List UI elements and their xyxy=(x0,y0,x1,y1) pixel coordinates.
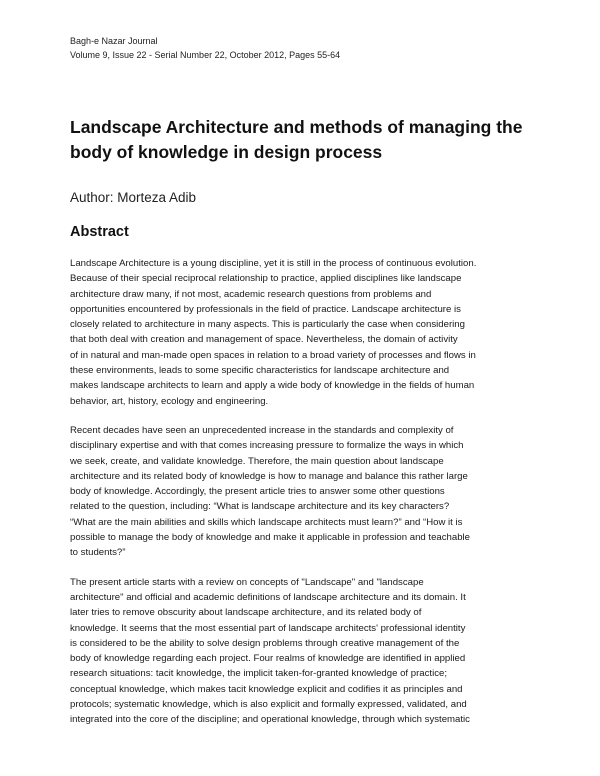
article-title-line: body of knowledge in design process xyxy=(70,142,383,162)
abstract-body xyxy=(70,256,530,742)
abstract-line: to students?” xyxy=(70,547,126,559)
abstract-line: architecture and its related body of knowledge is how to manage and balance this rather large xyxy=(70,470,468,482)
abstract-line: body of knowledge regarding each project. Four realms of knowledge are identified in applied xyxy=(70,653,466,665)
article-author: Author: Morteza Adib xyxy=(70,190,197,205)
abstract-paragraph xyxy=(70,423,530,561)
abstract-line: The present article starts with a review on concepts of "Landscape" and "landscape xyxy=(70,576,424,588)
abstract-line: body of knowledge. Accordingly, the present article tries to answer some other questions xyxy=(70,486,445,498)
journal-header xyxy=(70,34,540,62)
abstract-line: of in natural and man-made open spaces in relation to a broad variety of processes and flows in xyxy=(70,349,476,361)
article-title-line: Landscape Architecture and methods of managing the xyxy=(70,117,523,137)
journal-name: Bagh-e Nazar Journal xyxy=(70,36,158,46)
abstract-paragraph xyxy=(70,256,530,409)
article-title xyxy=(70,115,540,165)
abstract-line: we seek, create, and validate knowledge. Therefore, the main question about landscape xyxy=(70,455,444,467)
abstract-line: these environments, leads to some specific characteristics for landscape architecture and xyxy=(70,365,450,377)
abstract-line: later tries to remove obscurity about landscape architecture, and its related body of xyxy=(70,607,422,619)
abstract-paragraph xyxy=(70,575,530,728)
abstract-heading: Abstract xyxy=(70,224,129,240)
abstract-line: opportunities encountered by professionals in the field of practice. Landscape architecture is xyxy=(70,303,461,315)
abstract-line: architecture draw many, if not most, academic research questions from problems and xyxy=(70,288,432,300)
abstract-line: disciplinary expertise and with that comes increasing pressure to formalize the ways in which xyxy=(70,440,464,452)
abstract-line: that both deal with creation and management of space. Nevertheless, the domain of activity xyxy=(70,334,458,346)
abstract-line: protocols; systematic knowledge, which is also explicit and formally expressed, validated, and xyxy=(70,699,467,711)
abstract-line: integrated into the core of the discipline; and operational knowledge, through which systematic xyxy=(70,714,470,726)
abstract-line: closely related to architecture in many aspects. This is particularly the case when considering xyxy=(70,319,465,331)
abstract-line: Landscape Architecture is a young discipline, yet it is still in the process of continuous evolution. xyxy=(70,258,477,269)
abstract-line: behavior, art, history, ecology and engineering. xyxy=(70,395,269,407)
abstract-line: possible to manage the body of knowledge and make it applicable in profession and teachable xyxy=(70,532,471,544)
abstract-line: research situations: tacit knowledge, the implicit taken-for-granted knowledge of practice; xyxy=(70,668,448,680)
journal-issue: Volume 9, Issue 22 - Serial Number 22, October 2012, Pages 55-64 xyxy=(70,50,341,60)
abstract-line: is considered to be the ability to solve design problems through creative management of the xyxy=(70,637,460,649)
abstract-line: architecture" and official and academic definitions of landscape architecture and its domain. It xyxy=(70,591,466,603)
abstract-line: makes landscape architects to learn and apply a wide body of knowledge in the fields of human xyxy=(70,380,475,392)
abstract-line: “What are the main abilities and skills which landscape architects must learn?” and “How it is xyxy=(70,516,463,528)
abstract-line: Because of their special reciprocal relationship to practice, applied disciplines like landscape xyxy=(70,273,462,285)
abstract-line: Recent decades have seen an unprecedented increase in the standards and complexity of xyxy=(70,424,454,436)
abstract-line: conceptual knowledge, which makes tacit knowledge explicit and codifies it as principles and xyxy=(70,683,463,695)
abstract-line: related to the question, including: “What is landscape architecture and its key characters? xyxy=(70,501,450,513)
abstract-line: knowledge. It seems that the most essential part of landscape architects' professional identity xyxy=(70,622,466,634)
